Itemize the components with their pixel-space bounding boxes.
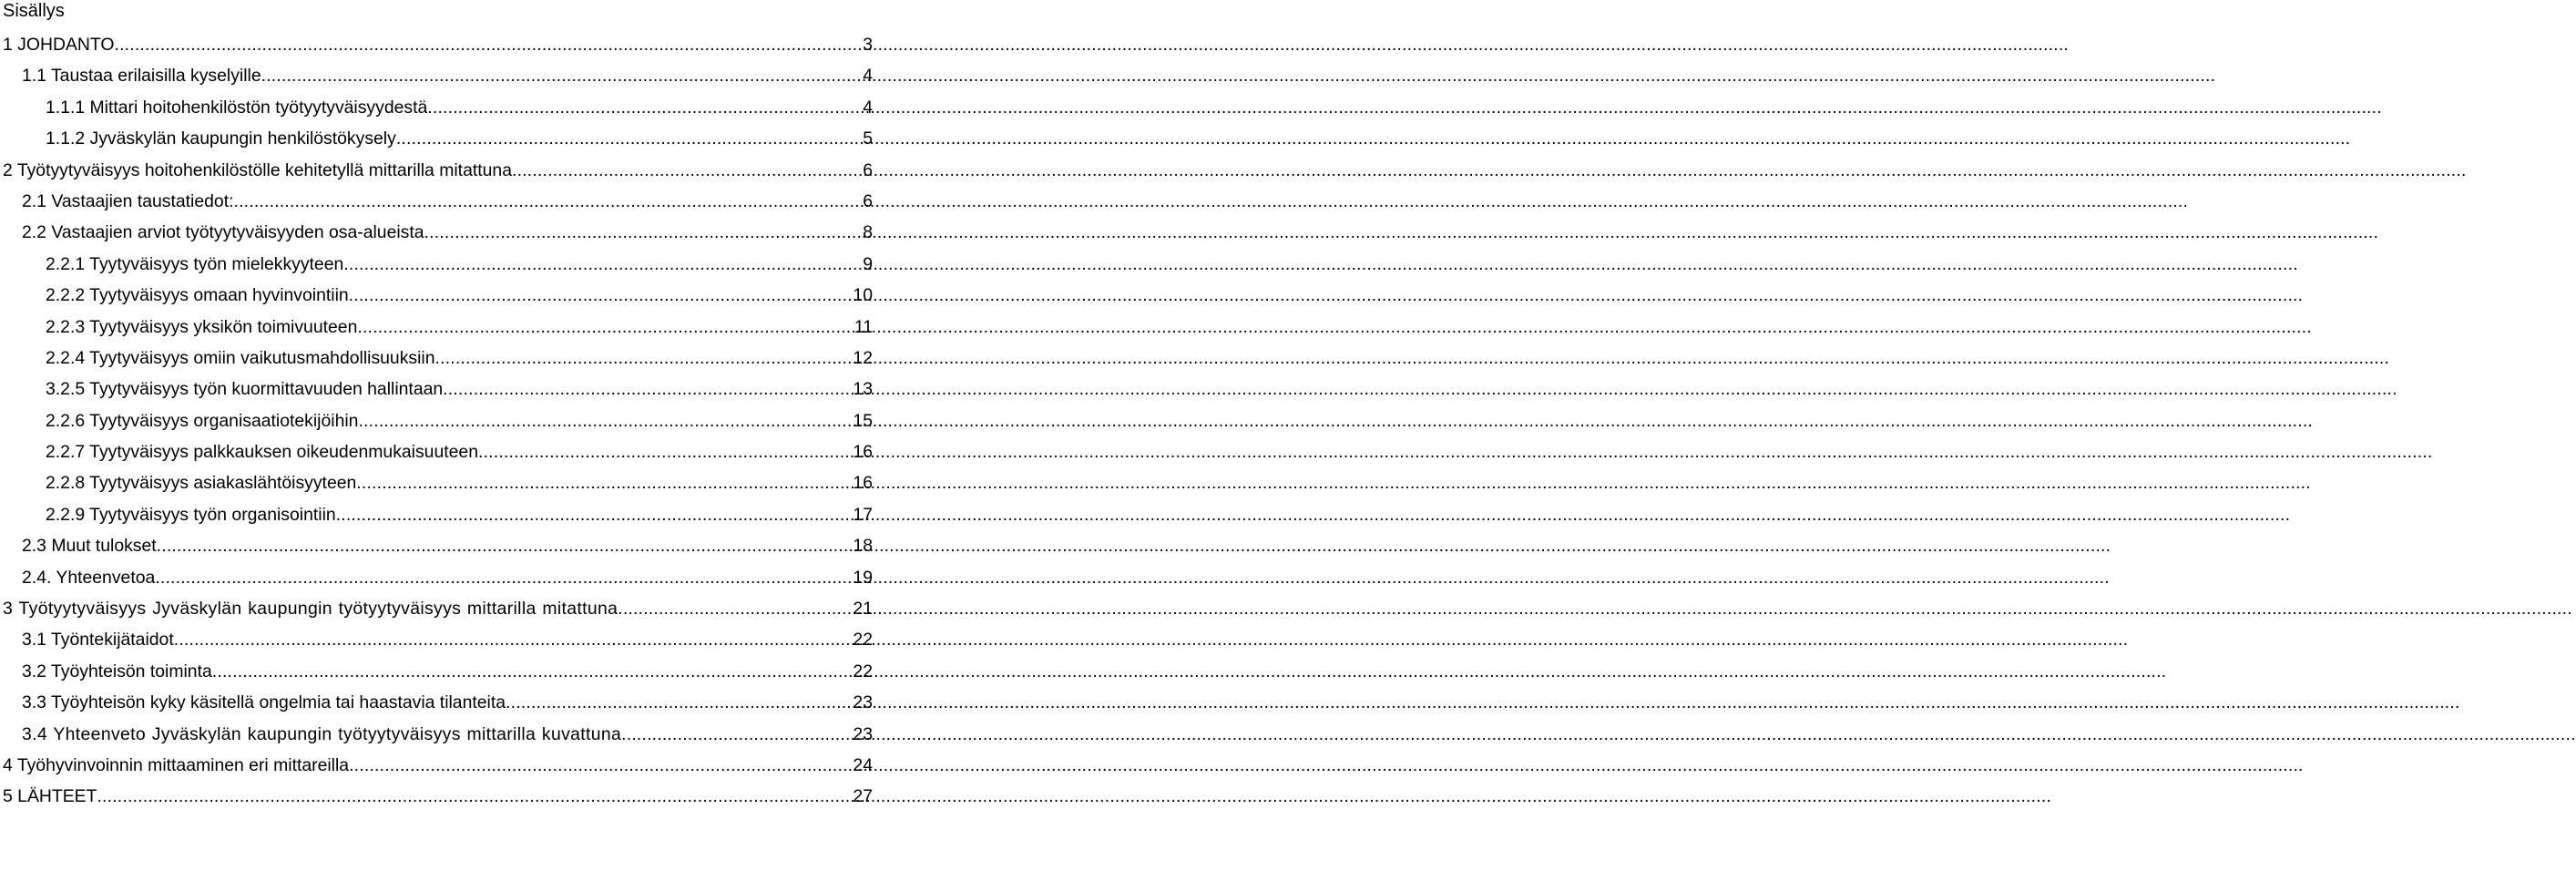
toc-page-number: 24 <box>853 754 873 775</box>
toc-entry-text: 5 LÄHTEET <box>3 786 97 807</box>
toc-dot-leader <box>212 661 853 682</box>
toc-page-number: 4 <box>863 97 873 118</box>
toc-entry[interactable] <box>0 65 874 96</box>
toc-entry[interactable] <box>0 504 874 535</box>
toc-dot-leader <box>621 723 852 745</box>
toc-entry-text: 2.3 Muut tulokset <box>22 536 157 557</box>
toc-entry[interactable] <box>0 723 874 754</box>
toc-page-number: 27 <box>853 786 873 807</box>
toc-page-number: 11 <box>854 316 873 337</box>
toc-entry[interactable] <box>0 253 874 284</box>
toc-entry-text: 2.2.2 Tyytyväisyys omaan hyvinvointiin <box>46 285 349 306</box>
toc-page-number: 5 <box>863 128 873 149</box>
toc-page-number: 8 <box>863 222 873 243</box>
toc-page-number: 9 <box>863 253 873 274</box>
toc-page-number: 17 <box>853 504 873 525</box>
toc-entry[interactable] <box>0 347 874 378</box>
toc-entry-text: 2.2 Vastaajien arviot työtyytyväisyyden osa-alueista <box>22 222 424 243</box>
toc-entry-text: 3 Työtyytyväisyys Jyväskylän kaupungin työtyytyväisyys mittarilla mitattuna <box>3 599 618 620</box>
toc-entry[interactable] <box>0 535 874 566</box>
toc-page-number: 10 <box>853 285 873 306</box>
toc-page-number: 13 <box>853 379 873 400</box>
toc-entry[interactable] <box>0 754 874 785</box>
toc-dot-leader <box>261 65 863 87</box>
toc-entry[interactable] <box>0 441 874 472</box>
toc-dot-leader <box>358 410 852 432</box>
toc-dot-leader <box>349 284 853 306</box>
toc-heading: Sisällys <box>3 1 65 21</box>
toc-entry-text: 2.2.8 Tyytyväisyys asiakaslähtöisyyteen <box>46 473 357 494</box>
toc-dot-leader <box>427 97 862 118</box>
toc-entry-text: 1.1.2 Jyväskylän kaupungin henkilöstökysely <box>46 128 396 149</box>
toc-entry-text: 2.2.1 Tyytyväisyys työn mielekkyyteen <box>46 253 344 274</box>
table-of-contents <box>0 0 874 871</box>
toc-page-number: 22 <box>853 630 873 651</box>
toc-dot-leader <box>155 567 852 589</box>
toc-entry-text: 3.3 Työyhteisön kyky käsitellä ongelmia tai haastavia tilanteita <box>22 692 506 713</box>
toc-entry-text: 1 JOHDANTO <box>3 35 115 55</box>
toc-entry[interactable] <box>0 661 874 692</box>
toc-entry-text: 3.2 Työyhteisön toiminta <box>22 661 212 681</box>
toc-entry-text: 2.2.3 Tyytyväisyys yksikön toimivuuteen <box>46 316 358 337</box>
toc-dot-leader <box>234 190 863 212</box>
toc-entry[interactable] <box>0 221 874 252</box>
toc-dot-leader <box>396 128 862 149</box>
toc-entry-text: 1.1.1 Mittari hoitohenkilöstön työtyytyväisyydestä <box>46 97 428 118</box>
toc-entry[interactable] <box>0 190 874 221</box>
toc-entry[interactable] <box>0 785 874 816</box>
toc-entry-text: 3.1 Työntekijätaidot <box>22 630 174 651</box>
toc-entry-text: 1.1 Taustaa erilaisilla kyselyille <box>22 66 261 87</box>
toc-entry[interactable] <box>0 34 874 65</box>
toc-entry-text: 2.2.6 Tyytyväisyys organisaatiotekijöihin <box>46 410 359 431</box>
toc-page-number: 4 <box>863 66 873 87</box>
toc-entry[interactable] <box>0 692 874 722</box>
toc-dot-leader <box>349 754 852 776</box>
toc-entry-text: 2 Työtyytyväisyys hoitohenkilöstölle kehitetyllä mittarilla mitattuna <box>3 159 512 180</box>
toc-dot-leader <box>512 159 862 181</box>
toc-entry[interactable] <box>0 128 874 159</box>
toc-entry-text: 2.4. Yhteenvetoa <box>22 567 156 588</box>
toc-dot-leader <box>357 316 854 338</box>
toc-entry[interactable] <box>0 159 874 190</box>
toc-entry[interactable] <box>0 316 874 347</box>
toc-page-number: 23 <box>853 692 873 713</box>
toc-entry[interactable] <box>0 598 874 629</box>
toc-dot-leader <box>356 472 852 494</box>
toc-page-number: 15 <box>853 410 873 431</box>
toc-dot-leader <box>343 253 862 275</box>
toc-page-number: 19 <box>853 567 873 588</box>
toc-page-number: 16 <box>853 442 873 463</box>
toc-page-number: 12 <box>853 347 873 368</box>
toc-page-number: 22 <box>853 661 873 681</box>
toc-page-number: 21 <box>853 599 873 620</box>
toc-dot-leader <box>478 441 852 463</box>
toc-entry-text: 2.2.9 Tyytyväisyys työn organisointiin <box>46 504 336 525</box>
toc-dot-leader <box>618 598 852 620</box>
toc-dot-leader <box>443 378 852 400</box>
toc-entry-text: 4 Työhyvinvoinnin mittaaminen eri mittareilla <box>3 754 350 775</box>
toc-page-number: 16 <box>853 473 873 494</box>
toc-dot-leader <box>435 347 853 369</box>
toc-page-number: 23 <box>853 723 873 744</box>
toc-dot-leader <box>157 535 853 557</box>
toc-dot-leader <box>424 221 863 243</box>
toc-entry[interactable] <box>0 284 874 315</box>
toc-entry[interactable] <box>0 629 874 660</box>
toc-entry-text: 2.2.4 Tyytyväisyys omiin vaikutusmahdollisuuksiin <box>46 347 435 368</box>
toc-entry[interactable] <box>0 378 874 409</box>
toc-dot-leader <box>114 34 862 56</box>
toc-dot-leader <box>336 504 853 526</box>
toc-entry[interactable] <box>0 410 874 441</box>
toc-entry-text: 2.1 Vastaajien taustatiedot: <box>22 190 234 211</box>
toc-entry[interactable] <box>0 472 874 503</box>
toc-dot-leader <box>97 785 852 807</box>
toc-page-number: 3 <box>863 35 873 55</box>
toc-entry-text: 3.4 Yhteenveto Jyväskylän kaupungin työtyytyväisyys mittarilla kuvattuna <box>22 723 622 744</box>
toc-list <box>0 34 874 817</box>
toc-page-number: 6 <box>863 190 873 211</box>
toc-page-number: 6 <box>863 159 873 180</box>
toc-page-number: 18 <box>853 536 873 557</box>
toc-entry[interactable] <box>0 567 874 598</box>
toc-entry-text: 2.2.7 Tyytyväisyys palkkauksen oikeudenmukaisuuteen <box>46 442 478 463</box>
toc-entry-text: 3.2.5 Tyytyväisyys työn kuormittavuuden hallintaan <box>46 379 444 400</box>
toc-dot-leader <box>174 629 853 651</box>
toc-entry[interactable] <box>0 97 874 128</box>
toc-dot-leader <box>506 692 852 713</box>
